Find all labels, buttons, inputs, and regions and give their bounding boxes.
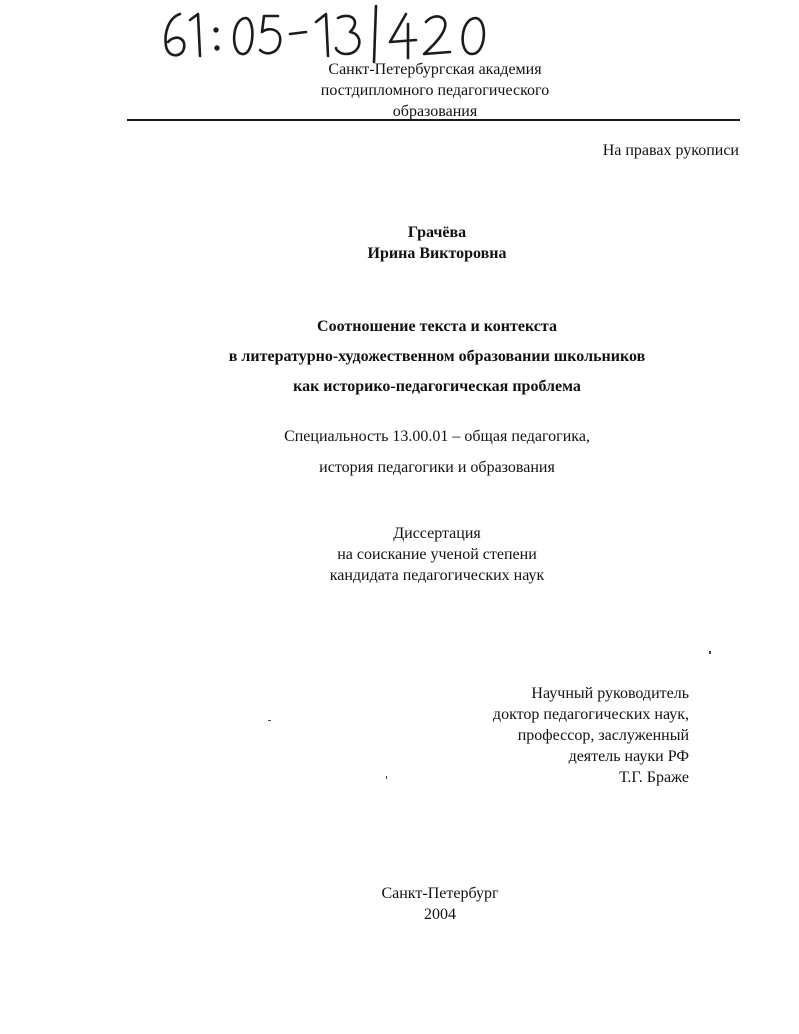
- dissertation-title: [137, 312, 737, 402]
- title-line: в литературно-художественном образовании школьников: [228, 348, 646, 365]
- degree-line: Диссертация: [393, 525, 481, 542]
- place-and-year: [290, 883, 590, 925]
- title-line: как историко-педагогическая проблема: [293, 378, 581, 395]
- supervisor-block: [349, 683, 689, 788]
- degree-line: кандидата педагогических наук: [329, 567, 545, 584]
- specialty: [137, 421, 737, 483]
- year: 2004: [424, 906, 456, 923]
- degree-statement: [237, 523, 637, 586]
- supervisor-line: деятель науки РФ: [568, 748, 689, 765]
- author-surname: Грачёва: [407, 224, 467, 241]
- specialty-line: Специальность 13.00.01 – общая педагогика,: [284, 428, 590, 445]
- degree-line: на соискание ученой степени: [337, 546, 537, 563]
- author-given-names: Ирина Викторовна: [367, 245, 507, 262]
- supervisor-line: Научный руководитель: [531, 685, 689, 702]
- author-name: [237, 222, 637, 264]
- scan-speck: [709, 651, 711, 654]
- institution-line: постдипломного педагогического: [320, 82, 550, 99]
- supervisor-line: Т.Г. Браже: [619, 769, 689, 786]
- supervisor-line: доктор педагогических наук,: [492, 706, 689, 723]
- institution-name: [250, 59, 620, 122]
- specialty-line: история педагогики и образования: [319, 459, 555, 476]
- manuscript-rights-note: На правах рукописи: [602, 142, 739, 159]
- institution-line: Санкт-Петербургская академия: [328, 61, 542, 78]
- header-divider: [127, 119, 740, 121]
- scan-speck: [386, 776, 387, 779]
- supervisor-line: профессор, заслуженный: [517, 727, 689, 744]
- institution-line: образования: [392, 103, 478, 120]
- title-line: Соотношение текста и контекста: [317, 318, 557, 335]
- scan-speck: [268, 720, 271, 721]
- city: Санкт-Петербург: [381, 885, 499, 902]
